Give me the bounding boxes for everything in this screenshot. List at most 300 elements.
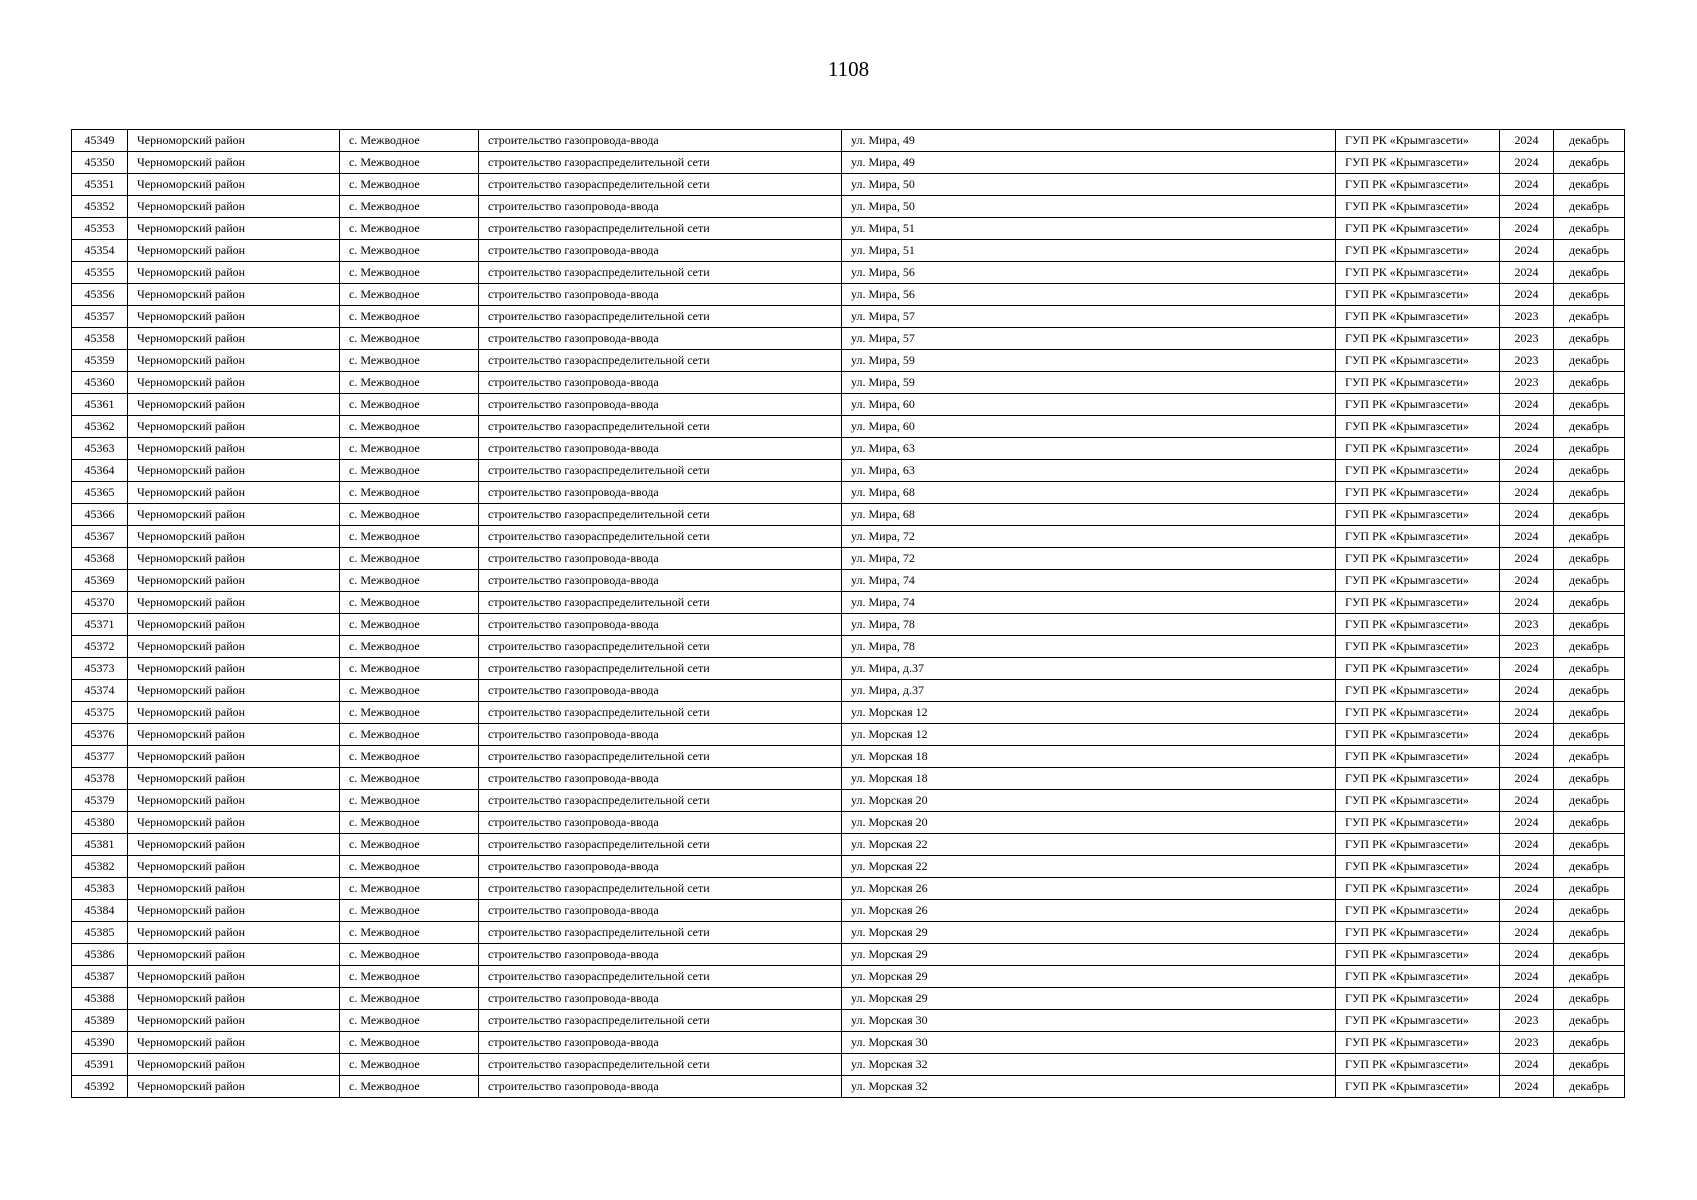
cell-address: ул. Мира, 74 (842, 592, 1336, 614)
cell-organization: ГУП РК «Крымгазсети» (1336, 1054, 1500, 1076)
table-row (72, 350, 1625, 372)
cell-district: Черноморский район (128, 284, 340, 306)
cell-work-type: строительство газораспределительной сети (479, 350, 842, 372)
table-row (72, 790, 1625, 812)
cell-year: 2024 (1500, 768, 1554, 790)
cell-work-type: строительство газораспределительной сети (479, 262, 842, 284)
cell-locality: с. Межводное (340, 372, 479, 394)
cell-work-type: строительство газораспределительной сети (479, 504, 842, 526)
cell-number: 45352 (72, 196, 128, 218)
cell-work-type: строительство газораспределительной сети (479, 922, 842, 944)
cell-locality: с. Межводное (340, 240, 479, 262)
cell-work-type: строительство газопровода-ввода (479, 900, 842, 922)
cell-number: 45351 (72, 174, 128, 196)
table-row (72, 438, 1625, 460)
cell-locality: с. Межводное (340, 702, 479, 724)
cell-address: ул. Мира, 74 (842, 570, 1336, 592)
cell-number: 45371 (72, 614, 128, 636)
cell-number: 45367 (72, 526, 128, 548)
cell-year: 2024 (1500, 592, 1554, 614)
cell-address: ул. Мира, 60 (842, 416, 1336, 438)
cell-number: 45363 (72, 438, 128, 460)
cell-month: декабрь (1554, 834, 1625, 856)
cell-district: Черноморский район (128, 438, 340, 460)
cell-work-type: строительство газораспределительной сети (479, 152, 842, 174)
cell-address: ул. Морская 29 (842, 988, 1336, 1010)
table-row (72, 966, 1625, 988)
cell-year: 2023 (1500, 372, 1554, 394)
cell-address: ул. Мира, 57 (842, 306, 1336, 328)
cell-year: 2024 (1500, 526, 1554, 548)
cell-number: 45369 (72, 570, 128, 592)
cell-year: 2024 (1500, 922, 1554, 944)
cell-year: 2024 (1500, 240, 1554, 262)
cell-organization: ГУП РК «Крымгазсети» (1336, 900, 1500, 922)
cell-organization: ГУП РК «Крымгазсети» (1336, 218, 1500, 240)
cell-district: Черноморский район (128, 152, 340, 174)
cell-month: декабрь (1554, 856, 1625, 878)
cell-organization: ГУП РК «Крымгазсети» (1336, 460, 1500, 482)
cell-month: декабрь (1554, 284, 1625, 306)
cell-year: 2024 (1500, 218, 1554, 240)
cell-organization: ГУП РК «Крымгазсети» (1336, 240, 1500, 262)
cell-year: 2024 (1500, 130, 1554, 152)
cell-number: 45364 (72, 460, 128, 482)
cell-district: Черноморский район (128, 240, 340, 262)
cell-locality: с. Межводное (340, 966, 479, 988)
cell-locality: с. Межводное (340, 1010, 479, 1032)
cell-district: Черноморский район (128, 702, 340, 724)
cell-number: 45370 (72, 592, 128, 614)
cell-locality: с. Межводное (340, 394, 479, 416)
cell-organization: ГУП РК «Крымгазсети» (1336, 306, 1500, 328)
cell-work-type: строительство газопровода-ввода (479, 812, 842, 834)
cell-address: ул. Морская 32 (842, 1054, 1336, 1076)
cell-month: декабрь (1554, 900, 1625, 922)
table-row (72, 922, 1625, 944)
cell-month: декабрь (1554, 614, 1625, 636)
cell-address: ул. Мира, 49 (842, 130, 1336, 152)
table-row (72, 592, 1625, 614)
table-row (72, 900, 1625, 922)
page-number: 1108 (827, 57, 870, 81)
cell-year: 2023 (1500, 636, 1554, 658)
cell-month: декабрь (1554, 768, 1625, 790)
cell-work-type: строительство газораспределительной сети (479, 218, 842, 240)
cell-address: ул. Морская 22 (842, 834, 1336, 856)
cell-year: 2024 (1500, 394, 1554, 416)
cell-month: декабрь (1554, 790, 1625, 812)
cell-number: 45386 (72, 944, 128, 966)
cell-locality: с. Межводное (340, 548, 479, 570)
cell-year: 2024 (1500, 834, 1554, 856)
cell-address: ул. Мира, 72 (842, 526, 1336, 548)
cell-address: ул. Мира, 56 (842, 262, 1336, 284)
cell-number: 45362 (72, 416, 128, 438)
cell-locality: с. Межводное (340, 218, 479, 240)
cell-locality: с. Межводное (340, 262, 479, 284)
cell-work-type: строительство газораспределительной сети (479, 1054, 842, 1076)
table-body (72, 130, 1625, 1098)
cell-work-type: строительство газораспределительной сети (479, 746, 842, 768)
cell-district: Черноморский район (128, 262, 340, 284)
cell-number: 45391 (72, 1054, 128, 1076)
cell-district: Черноморский район (128, 834, 340, 856)
cell-month: декабрь (1554, 922, 1625, 944)
cell-year: 2024 (1500, 790, 1554, 812)
cell-work-type: строительство газораспределительной сети (479, 174, 842, 196)
cell-month: декабрь (1554, 218, 1625, 240)
cell-locality: с. Межводное (340, 768, 479, 790)
cell-number: 45368 (72, 548, 128, 570)
cell-year: 2024 (1500, 702, 1554, 724)
cell-number: 45381 (72, 834, 128, 856)
cell-organization: ГУП РК «Крымгазсети» (1336, 482, 1500, 504)
cell-district: Черноморский район (128, 790, 340, 812)
cell-district: Черноморский район (128, 878, 340, 900)
cell-year: 2024 (1500, 152, 1554, 174)
cell-work-type: строительство газораспределительной сети (479, 834, 842, 856)
cell-year: 2024 (1500, 284, 1554, 306)
cell-year: 2024 (1500, 812, 1554, 834)
cell-work-type: строительство газопровода-ввода (479, 240, 842, 262)
cell-address: ул. Мира, 60 (842, 394, 1336, 416)
table-row (72, 856, 1625, 878)
cell-address: ул. Мира, 59 (842, 350, 1336, 372)
cell-number: 45353 (72, 218, 128, 240)
cell-address: ул. Мира, 78 (842, 636, 1336, 658)
cell-organization: ГУП РК «Крымгазсети» (1336, 746, 1500, 768)
cell-locality: с. Межводное (340, 614, 479, 636)
table-row (72, 174, 1625, 196)
cell-work-type: строительство газопровода-ввода (479, 548, 842, 570)
cell-address: ул. Морская 26 (842, 900, 1336, 922)
cell-month: декабрь (1554, 152, 1625, 174)
cell-number: 45388 (72, 988, 128, 1010)
cell-address: ул. Мира, 56 (842, 284, 1336, 306)
cell-work-type: строительство газопровода-ввода (479, 944, 842, 966)
cell-locality: с. Межводное (340, 812, 479, 834)
cell-address: ул. Мира, 63 (842, 460, 1336, 482)
cell-address: ул. Морская 30 (842, 1032, 1336, 1054)
cell-address: ул. Мира, д.37 (842, 680, 1336, 702)
cell-organization: ГУП РК «Крымгазсети» (1336, 526, 1500, 548)
cell-number: 45375 (72, 702, 128, 724)
cell-number: 45350 (72, 152, 128, 174)
cell-district: Черноморский район (128, 548, 340, 570)
cell-organization: ГУП РК «Крымгазсети» (1336, 328, 1500, 350)
cell-number: 45379 (72, 790, 128, 812)
cell-month: декабрь (1554, 372, 1625, 394)
cell-locality: с. Межводное (340, 570, 479, 592)
cell-month: декабрь (1554, 328, 1625, 350)
cell-year: 2024 (1500, 878, 1554, 900)
table-row (72, 1076, 1625, 1098)
cell-locality: с. Межводное (340, 878, 479, 900)
cell-year: 2024 (1500, 174, 1554, 196)
cell-month: декабрь (1554, 460, 1625, 482)
cell-month: декабрь (1554, 262, 1625, 284)
cell-address: ул. Мира, 72 (842, 548, 1336, 570)
cell-month: декабрь (1554, 746, 1625, 768)
cell-district: Черноморский район (128, 174, 340, 196)
cell-locality: с. Межводное (340, 438, 479, 460)
cell-address: ул. Морская 20 (842, 812, 1336, 834)
cell-work-type: строительство газопровода-ввода (479, 724, 842, 746)
cell-month: декабрь (1554, 1010, 1625, 1032)
cell-district: Черноморский район (128, 482, 340, 504)
cell-address: ул. Морская 12 (842, 702, 1336, 724)
cell-number: 45373 (72, 658, 128, 680)
cell-number: 45390 (72, 1032, 128, 1054)
cell-organization: ГУП РК «Крымгазсети» (1336, 988, 1500, 1010)
cell-locality: с. Межводное (340, 944, 479, 966)
cell-organization: ГУП РК «Крымгазсети» (1336, 152, 1500, 174)
table-row (72, 328, 1625, 350)
cell-month: декабрь (1554, 702, 1625, 724)
cell-district: Черноморский район (128, 416, 340, 438)
cell-work-type: строительство газораспределительной сети (479, 878, 842, 900)
cell-organization: ГУП РК «Крымгазсети» (1336, 372, 1500, 394)
cell-locality: с. Межводное (340, 306, 479, 328)
cell-locality: с. Межводное (340, 1054, 479, 1076)
cell-district: Черноморский район (128, 944, 340, 966)
cell-organization: ГУП РК «Крымгазсети» (1336, 922, 1500, 944)
cell-year: 2024 (1500, 746, 1554, 768)
cell-number: 45360 (72, 372, 128, 394)
cell-work-type: строительство газопровода-ввода (479, 768, 842, 790)
cell-number: 45365 (72, 482, 128, 504)
cell-number: 45361 (72, 394, 128, 416)
cell-number: 45389 (72, 1010, 128, 1032)
cell-month: декабрь (1554, 592, 1625, 614)
table-row (72, 680, 1625, 702)
cell-work-type: строительство газораспределительной сети (479, 658, 842, 680)
cell-month: декабрь (1554, 130, 1625, 152)
table-row (72, 482, 1625, 504)
cell-district: Черноморский район (128, 856, 340, 878)
cell-district: Черноморский район (128, 988, 340, 1010)
table-row (72, 262, 1625, 284)
table-row (72, 878, 1625, 900)
cell-work-type: строительство газораспределительной сети (479, 966, 842, 988)
cell-address: ул. Мира, д.37 (842, 658, 1336, 680)
cell-address: ул. Морская 29 (842, 944, 1336, 966)
cell-locality: с. Межводное (340, 790, 479, 812)
cell-year: 2024 (1500, 570, 1554, 592)
table-row (72, 1054, 1625, 1076)
cell-month: декабрь (1554, 680, 1625, 702)
cell-address: ул. Мира, 68 (842, 482, 1336, 504)
cell-district: Черноморский район (128, 680, 340, 702)
cell-year: 2024 (1500, 196, 1554, 218)
cell-locality: с. Межводное (340, 152, 479, 174)
cell-district: Черноморский район (128, 636, 340, 658)
cell-year: 2024 (1500, 1054, 1554, 1076)
table-row (72, 636, 1625, 658)
cell-number: 45376 (72, 724, 128, 746)
cell-address: ул. Мира, 51 (842, 218, 1336, 240)
table-row (72, 284, 1625, 306)
cell-organization: ГУП РК «Крымгазсети» (1336, 878, 1500, 900)
cell-organization: ГУП РК «Крымгазсети» (1336, 394, 1500, 416)
cell-month: декабрь (1554, 174, 1625, 196)
cell-work-type: строительство газопровода-ввода (479, 394, 842, 416)
cell-month: декабрь (1554, 306, 1625, 328)
cell-work-type: строительство газопровода-ввода (479, 130, 842, 152)
cell-district: Черноморский район (128, 130, 340, 152)
cell-address: ул. Мира, 68 (842, 504, 1336, 526)
cell-district: Черноморский район (128, 812, 340, 834)
table-row (72, 658, 1625, 680)
cell-district: Черноморский район (128, 592, 340, 614)
cell-district: Черноморский район (128, 1076, 340, 1098)
table-row (72, 768, 1625, 790)
cell-organization: ГУП РК «Крымгазсети» (1336, 1032, 1500, 1054)
cell-number: 45374 (72, 680, 128, 702)
cell-month: декабрь (1554, 1054, 1625, 1076)
cell-organization: ГУП РК «Крымгазсети» (1336, 702, 1500, 724)
cell-year: 2024 (1500, 724, 1554, 746)
cell-address: ул. Морская 18 (842, 768, 1336, 790)
cell-month: декабрь (1554, 482, 1625, 504)
cell-work-type: строительство газораспределительной сети (479, 416, 842, 438)
table-row (72, 372, 1625, 394)
cell-locality: с. Межводное (340, 416, 479, 438)
cell-organization: ГУП РК «Крымгазсети» (1336, 438, 1500, 460)
cell-year: 2024 (1500, 658, 1554, 680)
cell-year: 2024 (1500, 856, 1554, 878)
cell-number: 45354 (72, 240, 128, 262)
table-row (72, 306, 1625, 328)
cell-organization: ГУП РК «Крымгазсети» (1336, 504, 1500, 526)
cell-district: Черноморский район (128, 900, 340, 922)
cell-district: Черноморский район (128, 306, 340, 328)
cell-work-type: строительство газопровода-ввода (479, 372, 842, 394)
cell-address: ул. Мира, 63 (842, 438, 1336, 460)
cell-locality: с. Межводное (340, 284, 479, 306)
cell-locality: с. Межводное (340, 988, 479, 1010)
cell-address: ул. Морская 20 (842, 790, 1336, 812)
cell-month: декабрь (1554, 394, 1625, 416)
cell-number: 45387 (72, 966, 128, 988)
cell-address: ул. Мира, 59 (842, 372, 1336, 394)
cell-address: ул. Мира, 57 (842, 328, 1336, 350)
table-row (72, 570, 1625, 592)
cell-work-type: строительство газопровода-ввода (479, 1076, 842, 1098)
cell-year: 2024 (1500, 548, 1554, 570)
cell-number: 45377 (72, 746, 128, 768)
cell-month: декабрь (1554, 350, 1625, 372)
cell-year: 2024 (1500, 1076, 1554, 1098)
cell-locality: с. Межводное (340, 658, 479, 680)
cell-year: 2024 (1500, 944, 1554, 966)
cell-district: Черноморский район (128, 570, 340, 592)
cell-year: 2023 (1500, 350, 1554, 372)
cell-year: 2023 (1500, 1032, 1554, 1054)
cell-number: 45382 (72, 856, 128, 878)
cell-organization: ГУП РК «Крымгазсети» (1336, 130, 1500, 152)
cell-district: Черноморский район (128, 1032, 340, 1054)
cell-number: 45372 (72, 636, 128, 658)
cell-month: декабрь (1554, 1032, 1625, 1054)
table-row (72, 152, 1625, 174)
cell-work-type: строительство газопровода-ввода (479, 1032, 842, 1054)
cell-organization: ГУП РК «Крымгазсети» (1336, 1010, 1500, 1032)
cell-month: декабрь (1554, 196, 1625, 218)
cell-month: декабрь (1554, 548, 1625, 570)
table-row (72, 416, 1625, 438)
cell-number: 45357 (72, 306, 128, 328)
cell-month: декабрь (1554, 416, 1625, 438)
cell-work-type: строительство газопровода-ввода (479, 196, 842, 218)
cell-locality: с. Межводное (340, 856, 479, 878)
cell-locality: с. Межводное (340, 1076, 479, 1098)
cell-address: ул. Морская 18 (842, 746, 1336, 768)
cell-district: Черноморский район (128, 196, 340, 218)
table-row (72, 218, 1625, 240)
cell-organization: ГУП РК «Крымгазсети» (1336, 614, 1500, 636)
cell-work-type: строительство газораспределительной сети (479, 702, 842, 724)
cell-year: 2024 (1500, 988, 1554, 1010)
cell-locality: с. Межводное (340, 746, 479, 768)
cell-address: ул. Морская 26 (842, 878, 1336, 900)
table-row (72, 460, 1625, 482)
cell-work-type: строительство газопровода-ввода (479, 680, 842, 702)
cell-locality: с. Межводное (340, 680, 479, 702)
cell-organization: ГУП РК «Крымгазсети» (1336, 724, 1500, 746)
cell-organization: ГУП РК «Крымгазсети» (1336, 812, 1500, 834)
table-row (72, 812, 1625, 834)
cell-month: декабрь (1554, 438, 1625, 460)
cell-district: Черноморский район (128, 328, 340, 350)
cell-locality: с. Межводное (340, 504, 479, 526)
cell-month: декабрь (1554, 878, 1625, 900)
cell-district: Черноморский район (128, 394, 340, 416)
table-row (72, 1010, 1625, 1032)
cell-locality: с. Межводное (340, 196, 479, 218)
cell-month: декабрь (1554, 812, 1625, 834)
cell-organization: ГУП РК «Крымгазсети» (1336, 658, 1500, 680)
cell-district: Черноморский район (128, 218, 340, 240)
cell-organization: ГУП РК «Крымгазсети» (1336, 636, 1500, 658)
cell-year: 2024 (1500, 966, 1554, 988)
cell-address: ул. Морская 12 (842, 724, 1336, 746)
cell-number: 45366 (72, 504, 128, 526)
cell-number: 45385 (72, 922, 128, 944)
cell-number: 45384 (72, 900, 128, 922)
cell-district: Черноморский район (128, 1054, 340, 1076)
table-row (72, 1032, 1625, 1054)
cell-organization: ГУП РК «Крымгазсети» (1336, 1076, 1500, 1098)
cell-district: Черноморский район (128, 526, 340, 548)
cell-locality: с. Межводное (340, 834, 479, 856)
cell-number: 45349 (72, 130, 128, 152)
cell-locality: с. Межводное (340, 900, 479, 922)
cell-month: декабрь (1554, 988, 1625, 1010)
cell-number: 45358 (72, 328, 128, 350)
cell-year: 2024 (1500, 504, 1554, 526)
cell-address: ул. Мира, 78 (842, 614, 1336, 636)
cell-number: 45356 (72, 284, 128, 306)
cell-organization: ГУП РК «Крымгазсети» (1336, 592, 1500, 614)
cell-number: 45359 (72, 350, 128, 372)
cell-organization: ГУП РК «Крымгазсети» (1336, 350, 1500, 372)
cell-address: ул. Мира, 51 (842, 240, 1336, 262)
cell-address: ул. Мира, 50 (842, 196, 1336, 218)
cell-locality: с. Межводное (340, 724, 479, 746)
cell-number: 45355 (72, 262, 128, 284)
